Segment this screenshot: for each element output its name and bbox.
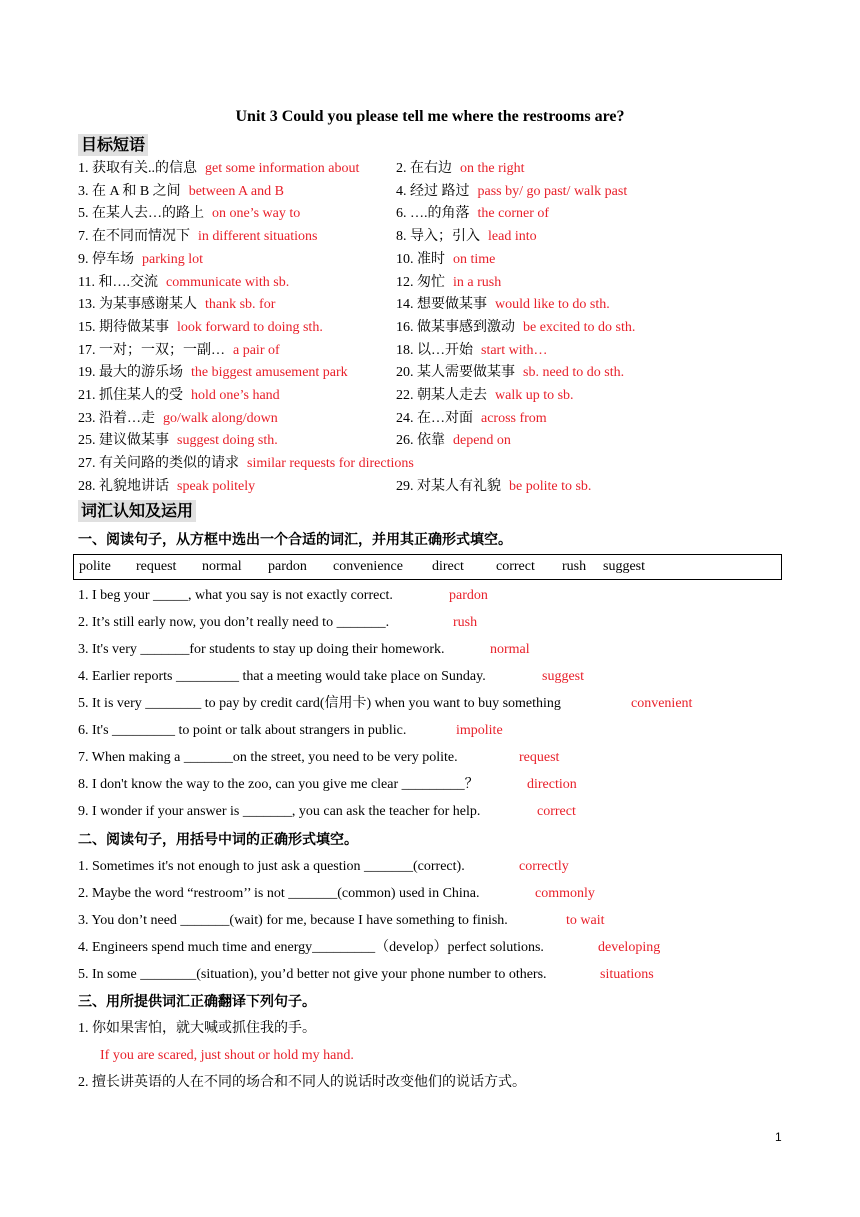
phrase-item xyxy=(396,409,547,429)
phrase-english: the biggest amusement park xyxy=(191,365,348,381)
part3-question: 2. 擅长讲英语的人在不同的场合和不同人的说话时改变他们的说话方式。 xyxy=(78,1075,526,1090)
part2-question: 1. Sometimes it's not enough to just ask a question _______(correct). xyxy=(78,859,465,874)
phrase-english: sb. need to do sth. xyxy=(523,365,625,381)
phrase-english: suggest doing sth. xyxy=(177,433,278,449)
word-box-item: normal xyxy=(202,559,242,574)
phrase-chinese: 14. 想要做某事 xyxy=(396,297,487,313)
part1-question: 2. It’s still early now, you don’t really need to _______. xyxy=(78,615,390,630)
phrase-chinese: 6. ….的角落 xyxy=(396,206,470,222)
part1-question: 8. I don't know the way to the zoo, can you give me clear _________？ xyxy=(78,777,479,792)
phrase-chinese: 28. 礼貌地讲话 xyxy=(78,478,169,494)
phrase-item xyxy=(396,250,495,270)
phrase-item xyxy=(78,409,278,429)
phrase-english: speak politely xyxy=(177,478,256,494)
part1-question: 3. It's very _______for students to stay up doing their homework. xyxy=(78,642,445,657)
phrase-item xyxy=(78,273,289,293)
phrase-item xyxy=(396,295,610,315)
phrase-english: lead into xyxy=(488,229,537,245)
part1-question: 9. I wonder if your answer is _______, you can ask the teacher for help. xyxy=(78,804,481,819)
phrase-chinese: 20. 某人需要做某事 xyxy=(396,365,515,381)
phrase-item xyxy=(78,159,359,179)
part2-heading: 二、阅读句子，用括号中词的正确形式填空。 xyxy=(78,832,358,848)
phrase-item xyxy=(396,363,624,383)
word-box-item: direct xyxy=(432,559,464,574)
part3-answer: If you are scared, just shout or hold my hand. xyxy=(100,1048,354,1063)
page-title: Unit 3 Could you please tell me where the restrooms are? xyxy=(235,108,625,125)
phrase-english: between A and B xyxy=(188,183,284,199)
page-number: 1 xyxy=(775,1130,782,1144)
phrase-english: walk up to sb. xyxy=(495,388,574,403)
phrase-english: would like to do sth. xyxy=(495,297,610,313)
word-box-item: rush xyxy=(562,559,587,574)
phrase-chinese: 21. 抓住某人的受 xyxy=(78,388,183,403)
word-box-item: polite xyxy=(79,559,111,574)
part2-question: 4. Engineers spend much time and energy_________（develop）perfect solutions. xyxy=(78,940,544,955)
word-box-item: convenience xyxy=(333,559,403,574)
phrase-item xyxy=(396,159,525,179)
part3-question: 1. 你如果害怕，就大喊或抓住我的手。 xyxy=(78,1021,316,1036)
part2-answer: developing xyxy=(598,940,661,955)
part1-answer: rush xyxy=(453,615,478,630)
phrase-chinese: 10. 准时 xyxy=(396,251,445,267)
part2-answer: commonly xyxy=(535,886,595,901)
phrase-item xyxy=(78,454,414,474)
phrase-item xyxy=(78,477,255,497)
phrase-item xyxy=(396,477,591,497)
word-box-item: correct xyxy=(496,559,535,574)
phrase-english: start with… xyxy=(481,342,548,358)
phrase-item xyxy=(78,295,275,315)
word-box-item: pardon xyxy=(268,559,307,574)
part2-question: 5. In some ________(situation), you’d better not give your phone number to others. xyxy=(78,967,547,982)
phrase-english: depend on xyxy=(453,433,511,449)
phrase-english: be polite to sb. xyxy=(509,478,592,494)
phrase-english: be excited to do sth. xyxy=(523,319,636,335)
part1-answer: correct xyxy=(537,804,576,819)
phrase-item xyxy=(396,182,627,202)
phrase-english: in a rush xyxy=(453,274,502,290)
phrase-english: on the right xyxy=(460,161,525,176)
part1-question: 6. It's _________ to point or talk about strangers in public. xyxy=(78,723,407,738)
section-heading-vocabulary: 词汇认知及运用 xyxy=(78,500,196,522)
phrase-english: hold one’s hand xyxy=(191,388,280,403)
part1-answer: normal xyxy=(490,642,530,657)
part2-question: 2. Maybe the word “restroom’’ is not _______(common) used in China. xyxy=(78,886,480,901)
phrase-english: a pair of xyxy=(233,342,280,358)
phrase-english: communicate with sb. xyxy=(165,274,290,290)
phrase-chinese: 22. 朝某人走去 xyxy=(396,388,487,403)
phrase-chinese: 16. 做某事感到激动 xyxy=(396,319,515,335)
phrase-item xyxy=(396,273,501,293)
section-heading-phrases: 目标短语 xyxy=(78,134,148,156)
part1-question: 4. Earlier reports _________ that a meeting would take place on Sunday. xyxy=(78,669,486,684)
part2-answer: to wait xyxy=(566,913,605,928)
phrase-chinese: 1. 获取有关..的信息 xyxy=(78,161,197,176)
part1-question: 1. I beg your _____, what you say is not exactly correct. xyxy=(78,588,393,603)
phrase-chinese: 4. 经过 路过 xyxy=(396,183,470,199)
phrase-english: similar requests for directions xyxy=(247,456,414,472)
word-box-item: suggest xyxy=(603,559,645,574)
part1-answer: direction xyxy=(527,777,577,792)
phrase-chinese: 25. 建议做某事 xyxy=(78,433,169,449)
phrase-item xyxy=(78,386,280,406)
phrase-chinese: 9. 停车场 xyxy=(78,251,134,267)
phrase-item xyxy=(78,431,278,451)
phrase-english: look forward to doing sth. xyxy=(177,319,323,335)
part3-heading: 三、用所提供词汇正确翻译下列句子。 xyxy=(78,994,316,1010)
phrase-english: go/walk along/down xyxy=(163,410,278,426)
phrase-english: get some information about xyxy=(205,161,360,176)
phrase-chinese: 19. 最大的游乐场 xyxy=(78,365,183,381)
phrase-chinese: 13. 为某事感谢某人 xyxy=(78,297,197,313)
phrase-chinese: 11. 和….交流 xyxy=(78,274,158,290)
phrase-english: pass by/ go past/ walk past xyxy=(477,183,628,199)
part1-question: 5. It is very ________ to pay by credit card(信用卡) when you want to buy something xyxy=(78,696,561,711)
phrase-chinese: 15. 期待做某事 xyxy=(78,319,169,335)
phrase-english: in different situations xyxy=(198,229,318,245)
phrase-item xyxy=(396,227,537,247)
phrase-item xyxy=(78,250,203,270)
phrase-chinese: 7. 在不同而情况下 xyxy=(78,229,190,245)
phrase-chinese: 24. 在…对面 xyxy=(396,410,473,426)
part2-answer: correctly xyxy=(519,859,569,874)
part1-heading: 一、阅读句子，从方框中选出一个合适的词汇，并用其正确形式填空。 xyxy=(78,532,512,548)
phrase-item xyxy=(396,318,635,338)
phrase-english: the corner of xyxy=(477,206,550,222)
phrase-item xyxy=(396,386,574,406)
phrase-chinese: 17. 一对；一双；一副… xyxy=(78,342,225,358)
word-box-item: request xyxy=(136,559,177,574)
phrase-item xyxy=(78,182,284,202)
phrase-item xyxy=(78,363,348,383)
phrase-english: on time xyxy=(453,251,496,267)
phrase-chinese: 18. 以…开始 xyxy=(396,342,473,358)
part1-question: 7. When making a _______on the street, you need to be very polite. xyxy=(78,750,458,765)
phrase-item xyxy=(396,431,511,451)
word-box xyxy=(73,554,782,580)
phrase-item xyxy=(78,341,280,361)
phrase-english: parking lot xyxy=(142,251,204,267)
phrase-english: on one’s way to xyxy=(212,206,301,222)
phrase-chinese: 12. 匆忙 xyxy=(396,274,445,290)
part1-answer: convenient xyxy=(631,696,693,711)
phrase-english: across from xyxy=(481,410,547,426)
phrase-chinese: 5. 在某人去…的路上 xyxy=(78,206,204,222)
part1-answer: request xyxy=(519,750,560,765)
part2-question: 3. You don’t need _______(wait) for me, because I have something to finish. xyxy=(78,913,508,928)
phrase-english: thank sb. for xyxy=(205,297,276,313)
phrase-item xyxy=(396,341,548,361)
phrase-chinese: 27. 有关问路的类似的请求 xyxy=(78,456,239,472)
phrase-item xyxy=(78,204,300,224)
phrase-chinese: 26. 依靠 xyxy=(396,433,445,449)
part1-answer: suggest xyxy=(542,669,584,684)
part1-answer: pardon xyxy=(449,588,488,603)
phrase-item xyxy=(78,227,318,247)
phrase-chinese: 3. 在 A 和 B 之间 xyxy=(78,183,181,199)
phrase-chinese: 29. 对某人有礼貌 xyxy=(396,478,501,494)
phrase-chinese: 2. 在右边 xyxy=(396,161,452,176)
phrase-item xyxy=(78,318,323,338)
part1-answer: impolite xyxy=(456,723,503,738)
part2-answer: situations xyxy=(600,967,654,982)
phrase-item xyxy=(396,204,549,224)
phrase-chinese: 8. 导入；引入 xyxy=(396,229,480,245)
phrase-chinese: 23. 沿着…走 xyxy=(78,410,155,426)
